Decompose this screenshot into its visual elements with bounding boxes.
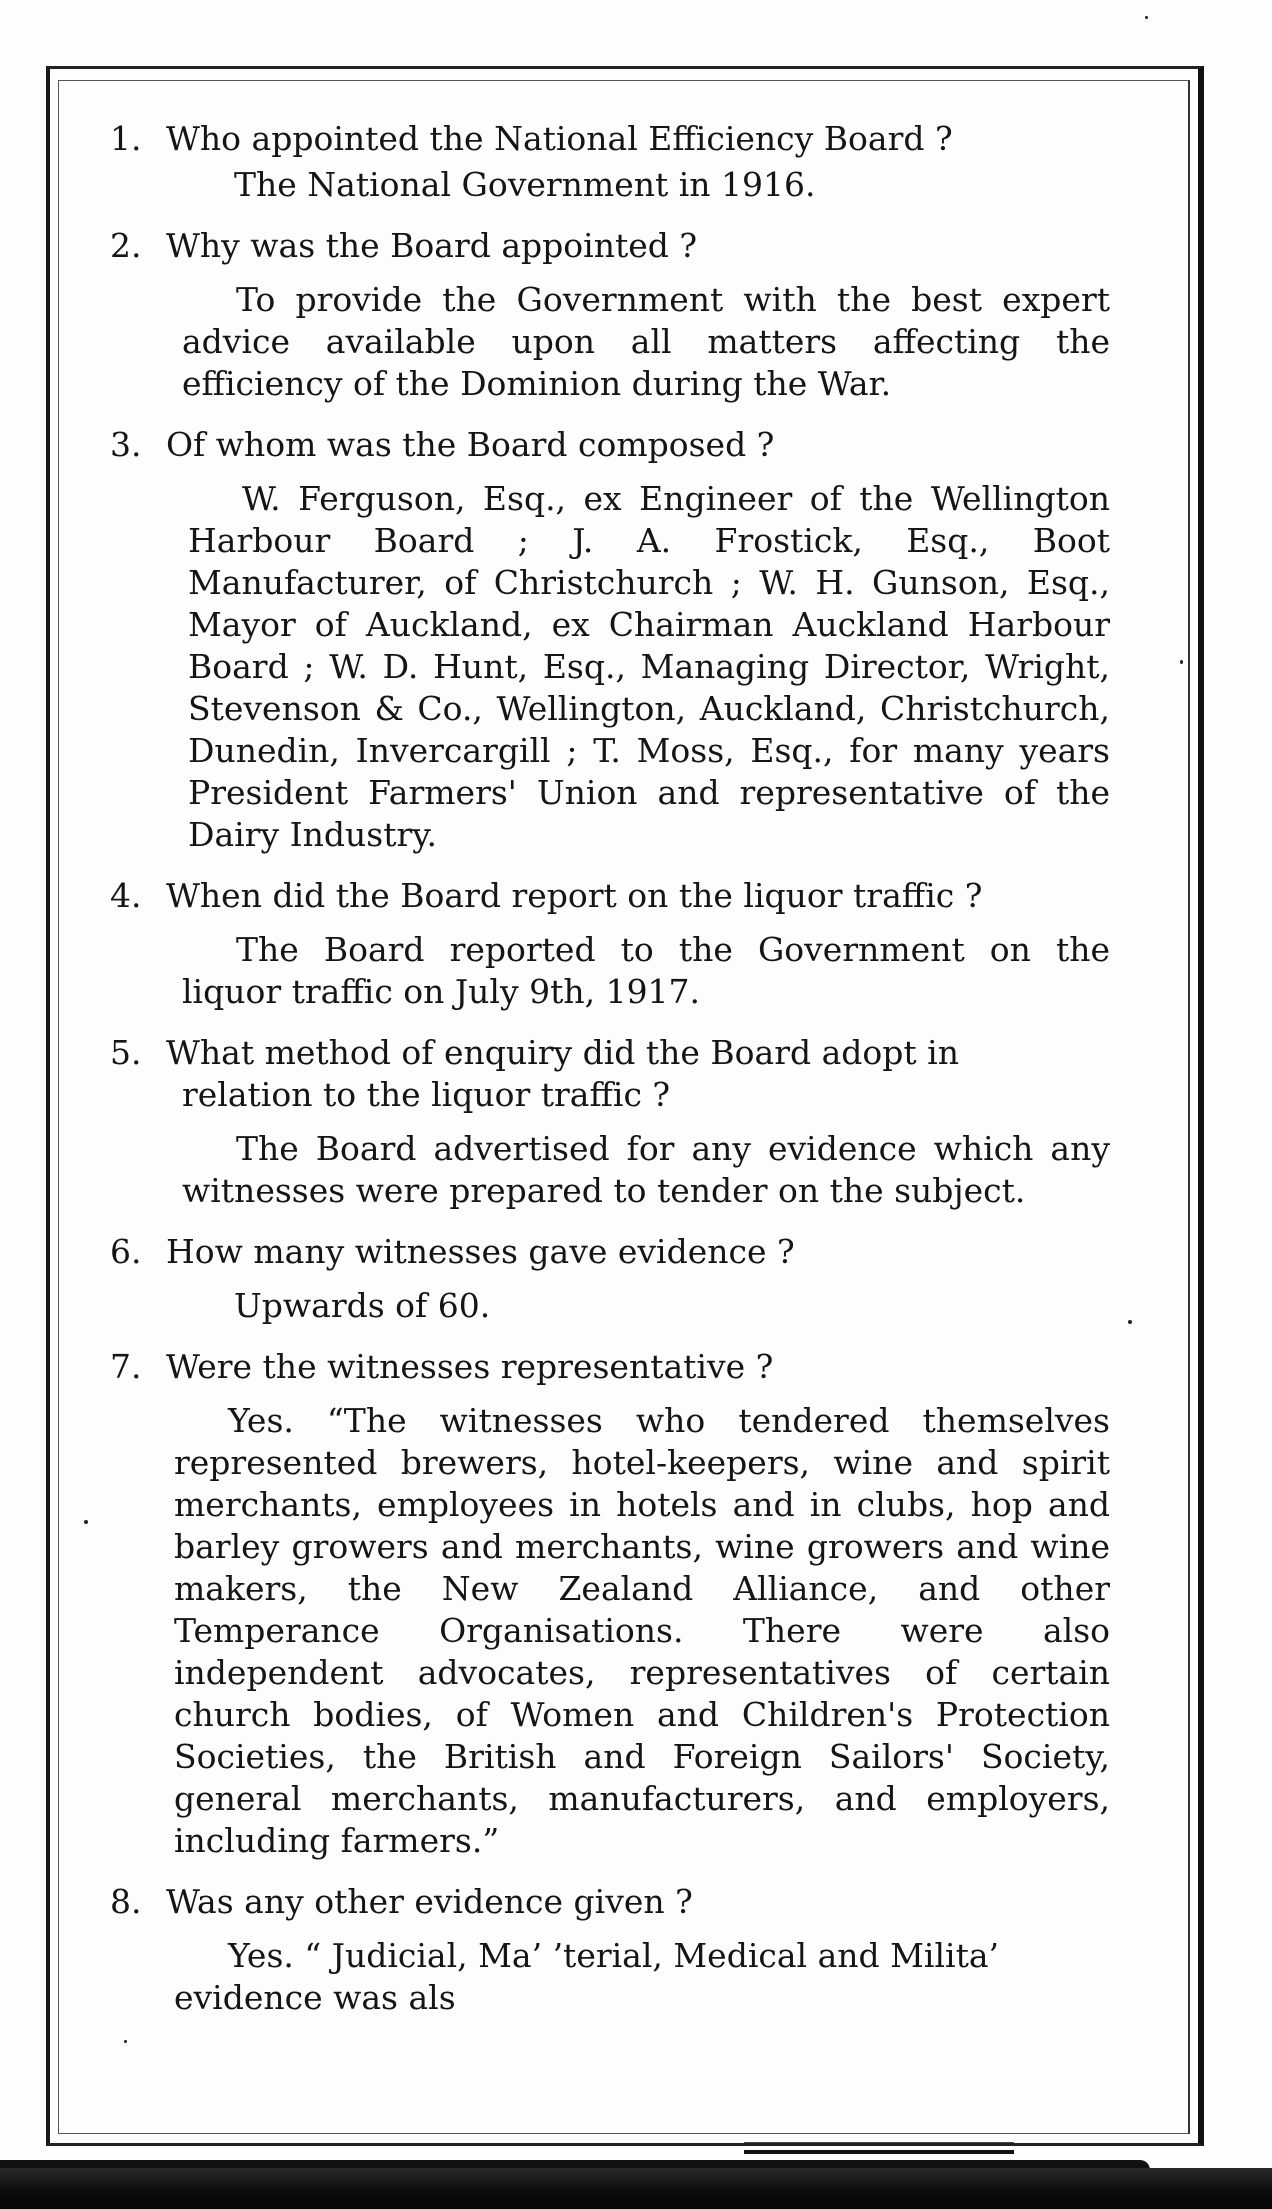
- question-text: Was any other evidence given ?: [166, 1882, 693, 1921]
- question-number: 8.: [110, 1882, 142, 1921]
- answer-4: The Board reported to the Government on the liquor traffic on July 9th, 1917.: [182, 930, 1110, 1011]
- footer-rule: [744, 2150, 1014, 2154]
- qa-item: [110, 225, 1170, 405]
- answer-6: Upwards of 60.: [234, 1286, 491, 1325]
- qa-item: [110, 1881, 1170, 2019]
- question-text: Were the witnesses representative ?: [166, 1347, 774, 1386]
- scan-speck: [1180, 660, 1183, 664]
- question-2: [110, 225, 1170, 267]
- qa-list: [110, 118, 1170, 2038]
- question-8: [110, 1881, 1170, 1923]
- qa-item: [110, 1032, 1170, 1212]
- question-4: [110, 875, 1170, 917]
- question-3: [110, 424, 1170, 466]
- scan-speck: [1128, 1320, 1132, 1324]
- question-number: 7.: [110, 1347, 142, 1386]
- question-text: Who appointed the National Efficiency Board ?: [166, 119, 953, 158]
- scan-speck: [84, 1520, 88, 1524]
- question-text: How many witnesses gave evidence ?: [166, 1232, 795, 1271]
- question-text-line-2: relation to the liquor traffic ?: [182, 1075, 671, 1114]
- question-text: [166, 1032, 1170, 1074]
- answer-3: W. Ferguson, Esq., ex Engineer of the Wellington Harbour Board ; J. A. Frostick, Esq., Boot Manufacturer, of Christchurch ; W. H. Gunson, Esq., Mayor of Auckland, ex Chairman Auckland Harbour Board ; W. D. Hunt, Esq., Managing Director, Wright, Stevenson & Co., Wellington, Auckland, Christchurch, Dunedin, Invercargill ; T. Moss, Esq., for many years President Farmers' Union and representative of the Dairy Industry.: [188, 479, 1110, 854]
- qa-item: [110, 118, 1170, 206]
- question-number: 5.: [110, 1033, 142, 1072]
- scan-speck: [1145, 16, 1148, 19]
- question-text: When did the Board report on the liquor traffic ?: [166, 876, 983, 915]
- scan-speck: [124, 2040, 127, 2043]
- scan-shadow-band: [0, 2168, 1272, 2209]
- answer-7: Yes. “The witnesses who tendered themselves represented brewers, hotel-keepers, wine and spirit merchants, employees in hotels and in clubs, hop and barley growers and merchants, wine growers and wine makers, the New Zealand Alliance, and other Temperance Organisations. There were also independent advocates, representatives of certain church bodies, of Women and Children's Protection Societies, the British and Foreign Sailors' Society, general merchants, manufacturers, and employers, including farmers.”: [174, 1401, 1110, 1860]
- question-text: Why was the Board appointed ?: [166, 226, 698, 265]
- qa-item: [110, 424, 1170, 856]
- question-text-line-1: What method of enquiry did the Board adopt in: [166, 1033, 959, 1072]
- qa-item: [110, 875, 1170, 1013]
- answer-1: The National Government in 1916.: [234, 165, 816, 204]
- question-5: [110, 1032, 1170, 1074]
- footer-rule-thin: [744, 2142, 1014, 2143]
- question-text: Of whom was the Board composed ?: [166, 425, 775, 464]
- answer-2: To provide the Government with the best expert advice available upon all matters affecting the efficiency of the Dominion during the War.: [182, 280, 1110, 403]
- question-6: [110, 1231, 1170, 1273]
- qa-item: [110, 1346, 1170, 1862]
- qa-item: [110, 1231, 1170, 1327]
- question-number: 6.: [110, 1232, 142, 1271]
- question-number: 4.: [110, 876, 142, 915]
- answer-8: Yes. “ Judicial, Ma’ ’terial, Medical and Milita’ evidence was als: [174, 1936, 1000, 2017]
- question-number: 3.: [110, 425, 142, 464]
- answer-5: The Board advertised for any evidence which any witnesses were prepared to tender on the subject.: [182, 1129, 1110, 1210]
- question-number: 1.: [110, 119, 142, 158]
- question-number: 2.: [110, 226, 142, 265]
- question-7: [110, 1346, 1170, 1388]
- question-1: [110, 118, 1170, 160]
